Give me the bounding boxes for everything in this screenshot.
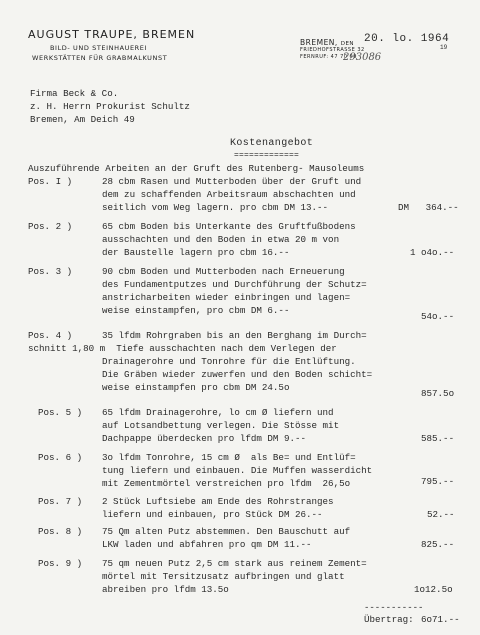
position-label: Pos. 7 ) <box>38 496 83 507</box>
position-amount: 54o.-- <box>421 311 455 322</box>
position-label: Pos. 9 ) <box>38 558 83 569</box>
position-text: des Fundamentputzes und Durchführung der Schutz= <box>102 279 367 290</box>
position-text: der Baustelle lagern pro cbm 16.-- <box>102 247 290 258</box>
position-amount: 795.-- <box>421 476 455 487</box>
position-label: Pos. I ) <box>28 176 73 187</box>
position-text: weise einstampfen pro cbm DM 24.5o <box>102 382 290 393</box>
position-text: dem zu schaffenden Arbeitsraum abschachten und <box>102 189 356 200</box>
position-text: tung liefern und einbauen. Die Muffen wasserdicht <box>102 465 373 476</box>
city-name: BREMEN, <box>300 38 338 47</box>
position-text: 90 cbm Boden und Mutterboden nach Erneuerung <box>102 266 345 277</box>
position-text: mit Zementmörtel verstreichen pro lfdm 26,5o <box>102 478 351 489</box>
position-text: 35 lfdm Rohrgraben bis an den Berghang im Durch= <box>102 330 367 341</box>
letter-date: 20. lo. 1964 <box>364 33 450 45</box>
position-text: Drainagerohre und Tonrohre für die Entlüftung. <box>102 356 356 367</box>
handwritten-reference: 293086 <box>343 52 382 63</box>
position-text: seitlich vom Weg lagern. pro cbm DM 13.-- <box>102 202 329 213</box>
position-text: auf Lotsandbettung verlegen. Die Stösse mit <box>102 420 340 431</box>
street-address: FRIEDHOFSTRASSE 32 <box>300 47 365 53</box>
position-amount: 1o12.5o <box>414 584 453 595</box>
firm-workshops: WERKSTÄTTEN FÜR GRABMALKUNST <box>32 54 168 62</box>
position-text: liefern und einbauen, pro Stück DM 26.-- <box>102 509 323 520</box>
position-text: LKW laden und abfahren pro qm DM 11.-- <box>102 539 312 550</box>
recipient-line-3: Bremen, Am Deich 49 <box>30 114 135 125</box>
firm-name: AUGUST TRAUPE, BREMEN <box>28 28 196 41</box>
document-title: Kostenangebot <box>230 138 314 149</box>
sum-rule: ----------- <box>364 603 424 613</box>
position-amount: 825.-- <box>421 539 455 550</box>
position-amount: 1 o4o.-- <box>410 247 455 258</box>
city-line <box>300 38 365 47</box>
position-text: Dachpappe überdecken pro lfdm DM 9.-- <box>102 433 306 444</box>
position-text: mörtel mit Tersitzusatz aufbringen und glatt <box>102 571 345 582</box>
position-text: 75 qm neuen Putz 2,5 cm stark aus reinem Zement= <box>102 558 367 569</box>
title-underline: ============= <box>234 151 300 160</box>
position-text: 28 cbm Rasen und Mutterboden über der Gruft und <box>102 176 362 187</box>
position-label: Pos. 8 ) <box>38 526 83 537</box>
position-text: 75 Qm alten Putz abstemmen. Den Bauschutt auf <box>102 526 351 537</box>
position-text: anstricharbeiten wieder einbringen und lagen= <box>102 292 351 303</box>
position-text: 65 cbm Boden bis Unterkante des Gruftfußbodens <box>102 221 356 232</box>
position-amount: 857.5o <box>421 388 455 399</box>
position-amount: 52.-- <box>427 509 455 520</box>
position-amount: DM 364.-- <box>398 202 459 213</box>
position-text: schnitt 1,80 m Tiefe ausschachten nach dem Verlegen der <box>28 343 337 354</box>
carryover-amount: 6o71.-- <box>421 614 460 625</box>
position-text: abreiben pro lfdm 13.5o <box>102 584 229 595</box>
position-amount: 585.-- <box>421 433 455 444</box>
position-label: Pos. 2 ) <box>28 221 73 232</box>
position-label: Pos. 6 ) <box>38 452 83 463</box>
phone-number: FERNRUF: 47 70 09 <box>300 54 357 60</box>
position-text: 65 lfdm Drainagerohre, lo cm Ø liefern und <box>102 407 334 418</box>
position-text: ausschachten und den Boden in etwa 20 m von <box>102 234 340 245</box>
carryover-label: Übertrag: <box>364 614 414 625</box>
letterhead-firm <box>28 28 195 62</box>
year-prefix: 19 <box>440 44 448 51</box>
position-text: 3o lfdm Tonrohre, 15 cm Ø als Be= und Entlüf= <box>102 452 356 463</box>
firm-trade: BILD- UND STEINHAUEREI <box>50 44 148 52</box>
recipient-line-2: z. H. Herrn Prokurist Schultz <box>30 101 190 112</box>
position-text: weise einstampfen, pro cbm DM 6.-- <box>102 305 290 316</box>
city-den: DEN <box>340 41 355 47</box>
position-label: Pos. 5 ) <box>38 407 83 418</box>
position-text: 2 Stück Luftsiebe am Ende des Rohrstranges <box>102 496 334 507</box>
position-label: Pos. 4 ) <box>28 330 73 341</box>
position-text: Die Gräben wieder zuwerfen und den Boden schicht= <box>102 369 373 380</box>
recipient-line-1: Firma Beck & Co. <box>30 88 119 99</box>
position-label: Pos. 3 ) <box>28 266 73 277</box>
intro-line: Auszuführende Arbeiten an der Gruft des Rutenberg- Mausoleums <box>28 163 365 174</box>
